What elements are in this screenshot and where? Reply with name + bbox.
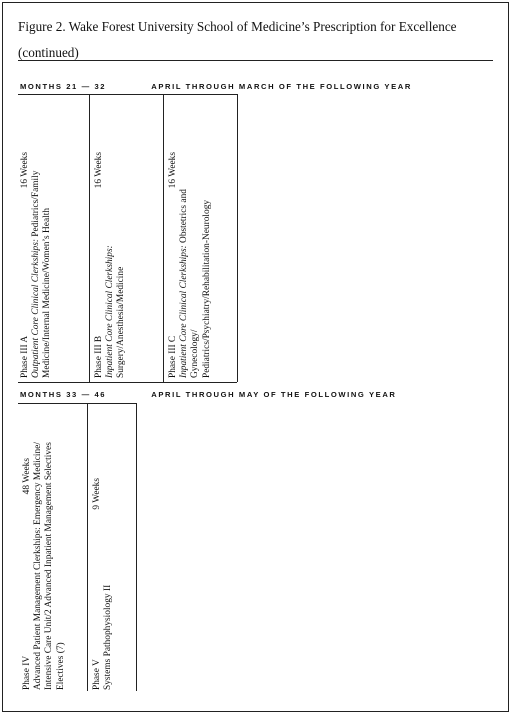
section2-header bbox=[20, 390, 397, 399]
phase-3c-desc-italic: Inpatient Core Clinical Clerkships: bbox=[179, 245, 190, 378]
phase-3b-label: Phase III B bbox=[94, 335, 104, 378]
section2-divider-1 bbox=[87, 403, 88, 691]
section1-months: MONTHS 21 — 32 bbox=[20, 82, 107, 91]
phase-3c-desc-rest: Obstetrics and Gynecology/ bbox=[179, 189, 201, 378]
phase-3a-desc-italic: Outpatient Core Clinical Clerkships: bbox=[31, 239, 42, 378]
figure-title-line2: (continued) bbox=[18, 45, 79, 60]
phase-3b-desc-italic: Inpatient Core Clinical Clerkships: bbox=[105, 245, 116, 378]
phase-3a-label: Phase III A bbox=[20, 335, 30, 378]
phase-3c-label: Phase III C bbox=[168, 335, 178, 378]
phase-4-weeks: 48 Weeks bbox=[22, 458, 33, 495]
phase-3a-desc-line2: Medicine/Internal Medicine/Women’s Health bbox=[42, 207, 53, 378]
section1-bottom-rule bbox=[18, 382, 237, 383]
section1-divider-2 bbox=[163, 94, 164, 382]
phase-4-desc-line3: Electives (7) bbox=[55, 642, 66, 690]
figure-title bbox=[18, 14, 498, 66]
section1-top-rule bbox=[18, 94, 237, 95]
section1-divider-1 bbox=[89, 94, 90, 382]
phase-5-weeks: 9 Weeks bbox=[92, 478, 103, 510]
phase-4-label: Phase IV bbox=[22, 655, 32, 690]
title-rule bbox=[18, 60, 493, 61]
phase-4-desc-line1: Advanced Patient Management Clerkships: Emergency Medicine/ bbox=[33, 442, 44, 690]
phase-3b-weeks: 16 Weeks bbox=[94, 152, 105, 189]
phase-5-label: Phase V bbox=[92, 659, 102, 690]
phase-3a-weeks: 16 Weeks bbox=[20, 152, 31, 189]
section2-period: APRIL THROUGH MAY OF THE FOLLOWING YEAR bbox=[151, 390, 397, 399]
section1-header bbox=[20, 82, 412, 91]
section1-period: APRIL THROUGH MARCH OF THE FOLLOWING YEAR bbox=[151, 82, 412, 91]
figure-title-line1: Figure 2. Wake Forest University School of Medicine’s Prescription for Excellence bbox=[18, 19, 457, 34]
section2-right-border bbox=[136, 403, 137, 691]
phase-3a-desc-rest: Pediatrics/Family bbox=[31, 170, 42, 240]
figure-frame bbox=[2, 2, 509, 712]
phase-3c-desc-line2: Pediatrics/Psychiatry/Rehabilitation-Neurology bbox=[201, 199, 212, 378]
phase-3b-desc-rest: Surgery/Anesthesia/Medicine bbox=[116, 266, 127, 378]
phase-5-desc-line1: Systems Pathophysiology II bbox=[103, 584, 114, 690]
phase-3c-weeks: 16 Weeks bbox=[168, 152, 179, 189]
section2-months: MONTHS 33 — 46 bbox=[20, 390, 107, 399]
section1-right-border bbox=[237, 94, 238, 382]
phase-4-desc-line2: Intensive Care Unit/2 Advanced Inpatient Management Selectives bbox=[44, 442, 55, 690]
section2-top-rule bbox=[18, 403, 136, 404]
